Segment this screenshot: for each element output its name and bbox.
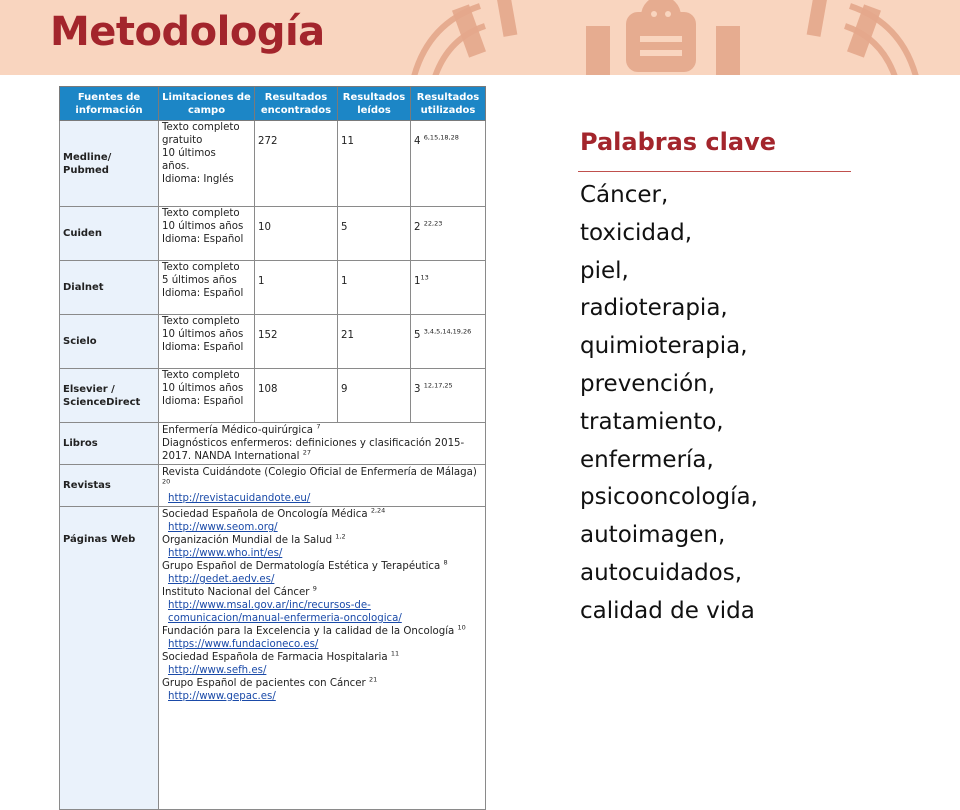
used-cell: 2 $^{22,23}$ bbox=[411, 207, 486, 261]
sources-table bbox=[59, 86, 486, 810]
keyword-item: autoimagen, bbox=[580, 522, 726, 549]
ref-superscript: 22,23 bbox=[423, 219, 443, 228]
found-cell: 152 bbox=[255, 315, 338, 369]
table-row-libros bbox=[60, 423, 486, 465]
table-row-web bbox=[60, 507, 486, 810]
table-row bbox=[60, 121, 486, 207]
keyword-item: autocuidados, bbox=[580, 559, 743, 586]
read-cell: 9 bbox=[338, 369, 411, 423]
keyword-item: piel, bbox=[580, 257, 629, 284]
keyword-item: Cáncer, bbox=[580, 182, 669, 208]
web-link-sefh[interactable]: http://www.sefh.es/ bbox=[168, 665, 267, 676]
keyword-item: quimioterapia, bbox=[580, 333, 748, 360]
keyword-item: prevención, bbox=[580, 370, 716, 397]
keyword-item: tratamiento, bbox=[580, 408, 724, 435]
header-fuentes: Fuentes de información bbox=[60, 87, 159, 121]
university-seal-watermark bbox=[390, 0, 960, 75]
source-cell: Cuiden bbox=[60, 207, 159, 261]
source-cell: Libros bbox=[60, 423, 159, 465]
limits-cell: Texto completo 5 últimos años Idioma: Español bbox=[159, 261, 255, 315]
source-cell: Elsevier / ScienceDirect bbox=[60, 369, 159, 423]
used-cell: 3 $^{12,17,25}$ bbox=[411, 369, 486, 423]
table-row bbox=[60, 261, 486, 315]
revistas-cell: Revista Cuidándote (Colegio Oficial de Enfermería de Málaga) $^{20}$ http://revistacuidandote.eu/ bbox=[159, 465, 486, 507]
source-cell: Páginas Web bbox=[60, 507, 159, 810]
table-header-row bbox=[60, 87, 486, 121]
ref-superscript: 6,15,18,28 bbox=[423, 133, 459, 142]
limits-cell: Texto completo 10 últimos años Idioma: Español bbox=[159, 369, 255, 423]
table-row bbox=[60, 207, 486, 261]
source-cell: Medline/ Pubmed bbox=[60, 121, 159, 207]
ref-superscript: 3,4,5,14,19,26 bbox=[423, 327, 472, 336]
keywords-list bbox=[580, 177, 758, 631]
libros-cell: Enfermería Médico-quirúrgica $^7$ Diagnósticos enfermeros: definiciones y clasificación 2015-2017. NANDA International $^{27}$ bbox=[159, 423, 486, 465]
source-cell: Revistas bbox=[60, 465, 159, 507]
read-cell: 5 bbox=[338, 207, 411, 261]
web-link-seom[interactable]: http://www.seom.org/ bbox=[168, 522, 278, 533]
used-cell: 5 $^{3,4,5,14,19,26}$ bbox=[411, 315, 486, 369]
read-cell: 21 bbox=[338, 315, 411, 369]
web-link-gedet[interactable]: http://gedet.aedv.es/ bbox=[168, 574, 275, 585]
found-cell: 108 bbox=[255, 369, 338, 423]
web-link-msal[interactable]: http://www.msal.gov.ar/inc/recursos-de-comunicacion/manual-enfermeria-oncologica/ bbox=[168, 600, 402, 624]
keyword-item: toxicidad, bbox=[580, 219, 693, 246]
source-cell: Scielo bbox=[60, 315, 159, 369]
found-cell: 272 bbox=[255, 121, 338, 207]
ref-superscript: 13 bbox=[420, 273, 429, 282]
web-link-fundacioneco[interactable]: https://www.fundacioneco.es/ bbox=[168, 639, 319, 650]
web-link-who[interactable]: http://www.who.int/es/ bbox=[168, 548, 283, 559]
web-cell: Sociedad Española de Oncología Médica $^{2,24}$ http://www.seom.org/ Organización Mundial de la Salud $^{1,2}$ http://www.who.int/es/ Grupo Español de Dermatología Estética y Terapéutica $^8$ http://gedet.aedv.es/ Instituto Nacional del Cáncer $^9$ http://www.msal.gov.ar/inc/recursos-de-comunicacion/manual-enfermeria-oncologica/ Fundación para la Excelencia y la calidad de la Oncología $^{10}$ https://www.fundacioneco.es/ Sociedad Española de Farmacia Hospitalaria $^{11}$ http://www.sefh.es/ Grupo Español de pacientes con Cáncer $^{21}$ http://www.gepac.es/ bbox=[159, 507, 486, 810]
header-leidos: Resultados leídos bbox=[338, 87, 411, 121]
keywords-title: Palabras clave bbox=[580, 128, 776, 156]
table-row bbox=[60, 369, 486, 423]
source-cell: Dialnet bbox=[60, 261, 159, 315]
read-cell: 11 bbox=[338, 121, 411, 207]
slide-title: Metodología bbox=[50, 9, 325, 55]
web-link-gepac[interactable]: http://www.gepac.es/ bbox=[168, 691, 276, 702]
header-limitaciones: Limitaciones de campo bbox=[159, 87, 255, 121]
limits-cell: Texto completo 10 últimos años Idioma: Español bbox=[159, 315, 255, 369]
keyword-item: radioterapia, bbox=[580, 295, 728, 322]
header-utilizados: Resultados utilizados bbox=[411, 87, 486, 121]
used-cell: $1^{13}$ bbox=[411, 261, 486, 315]
table-row-revistas bbox=[60, 465, 486, 507]
header-band bbox=[0, 0, 960, 75]
header-encontrados: Resultados encontrados bbox=[255, 87, 338, 121]
keywords-divider bbox=[578, 171, 851, 172]
revistas-link[interactable]: http://revistacuidandote.eu/ bbox=[168, 493, 311, 504]
keyword-item: calidad de vida bbox=[580, 597, 755, 624]
limits-cell: Texto completo gratuito 10 últimos años. Idioma: Inglés bbox=[159, 121, 255, 207]
keyword-item: psicooncología, bbox=[580, 484, 758, 511]
table-row bbox=[60, 315, 486, 369]
found-cell: 10 bbox=[255, 207, 338, 261]
found-cell: 1 bbox=[255, 261, 338, 315]
ref-superscript: 12,17,25 bbox=[423, 381, 453, 390]
read-cell: 1 bbox=[338, 261, 411, 315]
keyword-item: enfermería, bbox=[580, 446, 714, 473]
used-cell: 4 $^{6,15,18,28}$ bbox=[411, 121, 486, 207]
limits-cell: Texto completo 10 últimos años Idioma: Español bbox=[159, 207, 255, 261]
